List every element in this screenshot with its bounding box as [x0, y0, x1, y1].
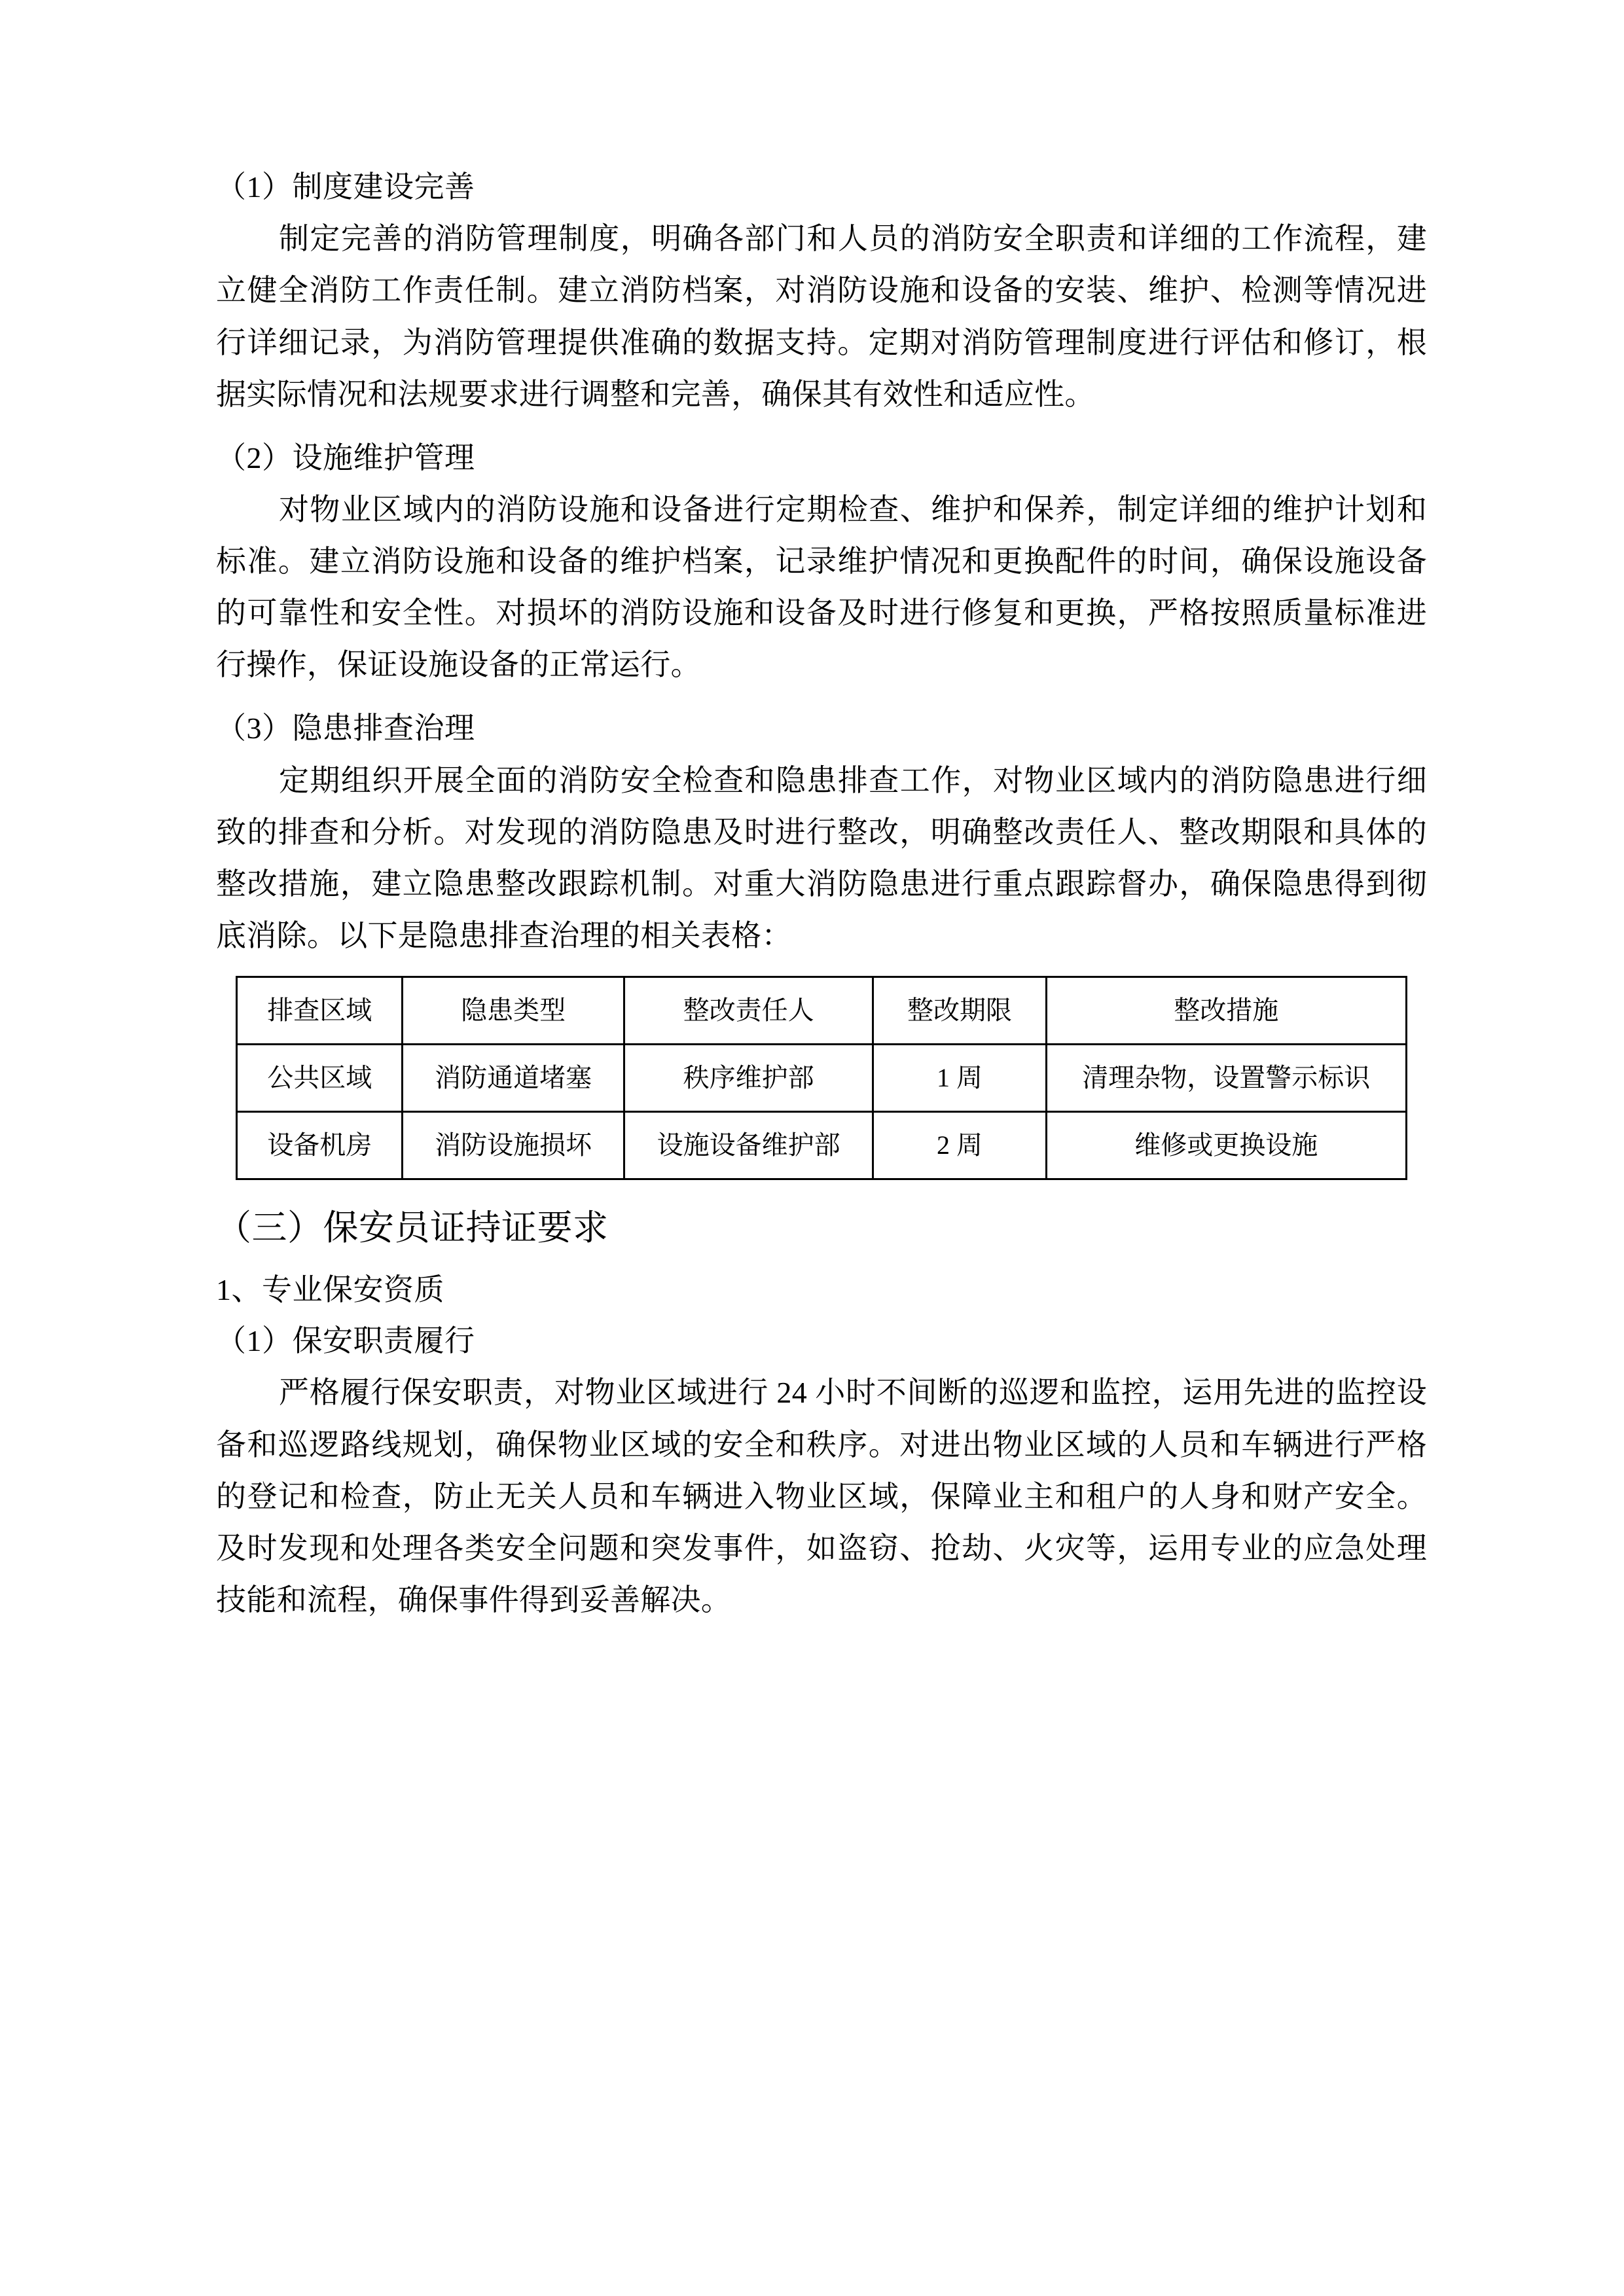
table-cell: 消防设施损坏 [403, 1112, 624, 1179]
table-cell: 设备机房 [237, 1112, 403, 1179]
sub-section-title: 1、专业保安资质 [216, 1272, 444, 1306]
table-header-cell: 隐患类型 [403, 977, 624, 1045]
table-row [237, 1112, 1407, 1179]
paragraph-4: 严格履行保安职责，对物业区域进行 24 小时不间断的巡逻和监控，运用先进的监控设备和巡逻路线规划，确保物业区域的安全和秩序。对进出物业区域的人员和车辆进行严格的登记和检查，防止无关人员和车辆进入物业区域，保障业主和租户的人身和财产安全。及时发现和处理各类安全问题和突发事件，如盗窃、抢劫、火灾等，运用专业的应急处理技能和流程，确保事件得到妥善解决。 [216, 1376, 1427, 1617]
paragraph-1: 制定完善的消防管理制度，明确各部门和人员的消防安全职责和详细的工作流程，建立健全消防工作责任制。建立消防档案，对消防设施和设备的安装、维护、检测等情况进行详细记录，为消防管理提供准确的数据支持。定期对消防管理制度进行评估和修订，根据实际情况和法规要求进行调整和完善，确保其有效性和适应性。 [216, 222, 1427, 411]
table-header-cell: 整改责任人 [624, 977, 873, 1045]
paragraph-2: 对物业区域内的消防设施和设备进行定期检查、维护和保养，制定详细的维护计划和标准。建立消防设施和设备的维护档案，记录维护情况和更换配件的时间，确保设施设备的可靠性和安全性。对损坏的消防设施和设备及时进行修复和更换，严格按照质量标准进行操作，保证设施设备的正常运行。 [216, 493, 1427, 682]
table-header-cell: 整改期限 [873, 977, 1046, 1045]
table-header-cell: 排查区域 [237, 977, 403, 1045]
list-item-heading-2: （2）设施维护管理 [216, 440, 475, 475]
table-cell: 消防通道堵塞 [403, 1045, 624, 1112]
table-row [237, 1045, 1407, 1112]
hazard-inspection-table [236, 976, 1407, 1180]
table-header-row [237, 977, 1407, 1045]
table-cell: 2 周 [873, 1112, 1046, 1179]
table-cell: 1 周 [873, 1045, 1046, 1112]
table-header-cell: 整改措施 [1046, 977, 1406, 1045]
paragraph-3: 定期组织开展全面的消防安全检查和隐患排查工作，对物业区域内的消防隐患进行细致的排查和分析。对发现的消防隐患及时进行整改，明确整改责任人、整改期限和具体的整改措施，建立隐患整改跟踪机制。对重大消防隐患进行重点跟踪督办，确保隐患得到彻底消除。以下是隐患排查治理的相关表格： [216, 763, 1427, 953]
table-cell: 清理杂物，设置警示标识 [1046, 1045, 1406, 1112]
list-item-heading-4: （1）保安职责履行 [216, 1324, 475, 1358]
table-cell: 设施设备维护部 [624, 1112, 873, 1179]
table-cell: 维修或更换设施 [1046, 1112, 1406, 1179]
table-cell: 公共区域 [237, 1045, 403, 1112]
section-title: （三）保安员证持证要求 [216, 1208, 609, 1248]
table-cell: 秩序维护部 [624, 1045, 873, 1112]
list-item-heading-1: （1）制度建设完善 [216, 170, 475, 204]
document-content [216, 164, 1427, 1626]
list-item-heading-3: （3）隐患排查治理 [216, 711, 475, 745]
